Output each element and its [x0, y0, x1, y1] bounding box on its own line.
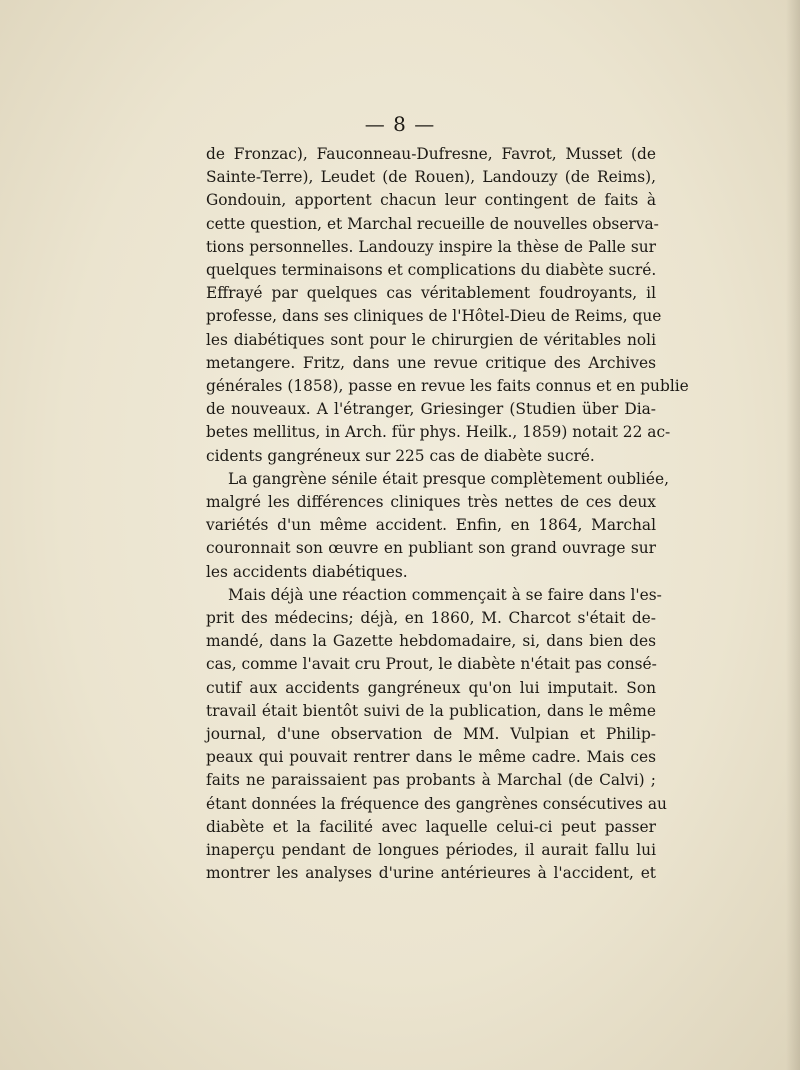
text-line: Sainte-Terre), Leudet (de Rouen), Landouzy (de Reims), [206, 168, 656, 187]
paragraph-first-line: La gangrène sénile était presque complètement oubliée, [228, 469, 670, 488]
text-line: faits ne paraissaient pas probants à Marchal (de Calvi) ; [206, 771, 656, 790]
text-line: les diabétiques sont pour le chirurgien de véritables noli [206, 330, 656, 349]
text-line: diabète et la facilité avec laquelle celui-ci peut passer [206, 817, 656, 836]
text-line: variétés d'un même accident. Enfin, en 1864, Marchal [206, 516, 656, 535]
text-line: cutif aux accidents gangréneux qu'on lui imputait. Son [206, 678, 656, 697]
text-line: cette question, et Marchal recueille de nouvelles observa- [206, 214, 659, 233]
text-line: de Fronzac), Fauconneau-Dufresne, Favrot, Musset (de [206, 145, 656, 163]
text-line: quelques terminaisons et complications du diabète sucré. [206, 261, 657, 280]
text-line: générales (1858), passe en revue les faits connus et en publie [206, 377, 689, 396]
text-line: malgré les différences cliniques très nettes de ces deux [206, 493, 656, 512]
text-line: professe, dans ses cliniques de l'Hôtel-Dieu de Reims, que [206, 307, 662, 326]
text-line: cidents gangréneux sur 225 cas de diabète sucré. [206, 446, 595, 465]
text-line: prit des médecins; déjà, en 1860, M. Charcot s'était de- [206, 609, 656, 628]
text-line: de nouveaux. A l'étranger, Griesinger (Studien über Dia- [206, 400, 656, 419]
text-line: tions personnelles. Landouzy inspire la thèse de Palle sur [206, 237, 656, 256]
text-line: inaperçu pendant de longues périodes, il aurait fallu lui [206, 841, 656, 860]
body-text [206, 143, 689, 886]
text-line: travail était bientôt suivi de la publication, dans le même [206, 701, 656, 720]
text-line: Gondouin, apportent chacun leur contingent de faits à [206, 191, 656, 210]
page-edge-shadow [786, 0, 800, 1070]
paragraph-first-line: Mais déjà une réaction commençait à se faire dans l'es- [228, 585, 662, 604]
text-line: cas, comme l'avait cru Prout, le diabète n'était pas consé- [206, 655, 657, 674]
text-line: peaux qui pouvait rentrer dans le même cadre. Mais ces [206, 748, 656, 767]
text-line: mandé, dans la Gazette hebdomadaire, si, dans bien des [206, 632, 656, 651]
text-line: journal, d'une observation de MM. Vulpian et Philip- [206, 725, 656, 744]
text-line: montrer les analyses d'urine antérieures à l'accident, et [206, 864, 656, 883]
text-line: metangere. Fritz, dans une revue critique des Archives [206, 353, 656, 372]
text-line: étant données la fréquence des gangrènes consécutives au [206, 794, 667, 813]
text-line: les accidents diabétiques. [206, 562, 408, 581]
text-line: betes mellitus, in Arch. für phys. Heilk., 1859) notait 22 ac- [206, 423, 671, 442]
page-number: — 8 — [364, 112, 436, 136]
text-line: couronnait son œuvre en publiant son grand ouvrage sur [206, 539, 656, 558]
text-line: Effrayé par quelques cas véritablement foudroyants, il [206, 284, 656, 303]
